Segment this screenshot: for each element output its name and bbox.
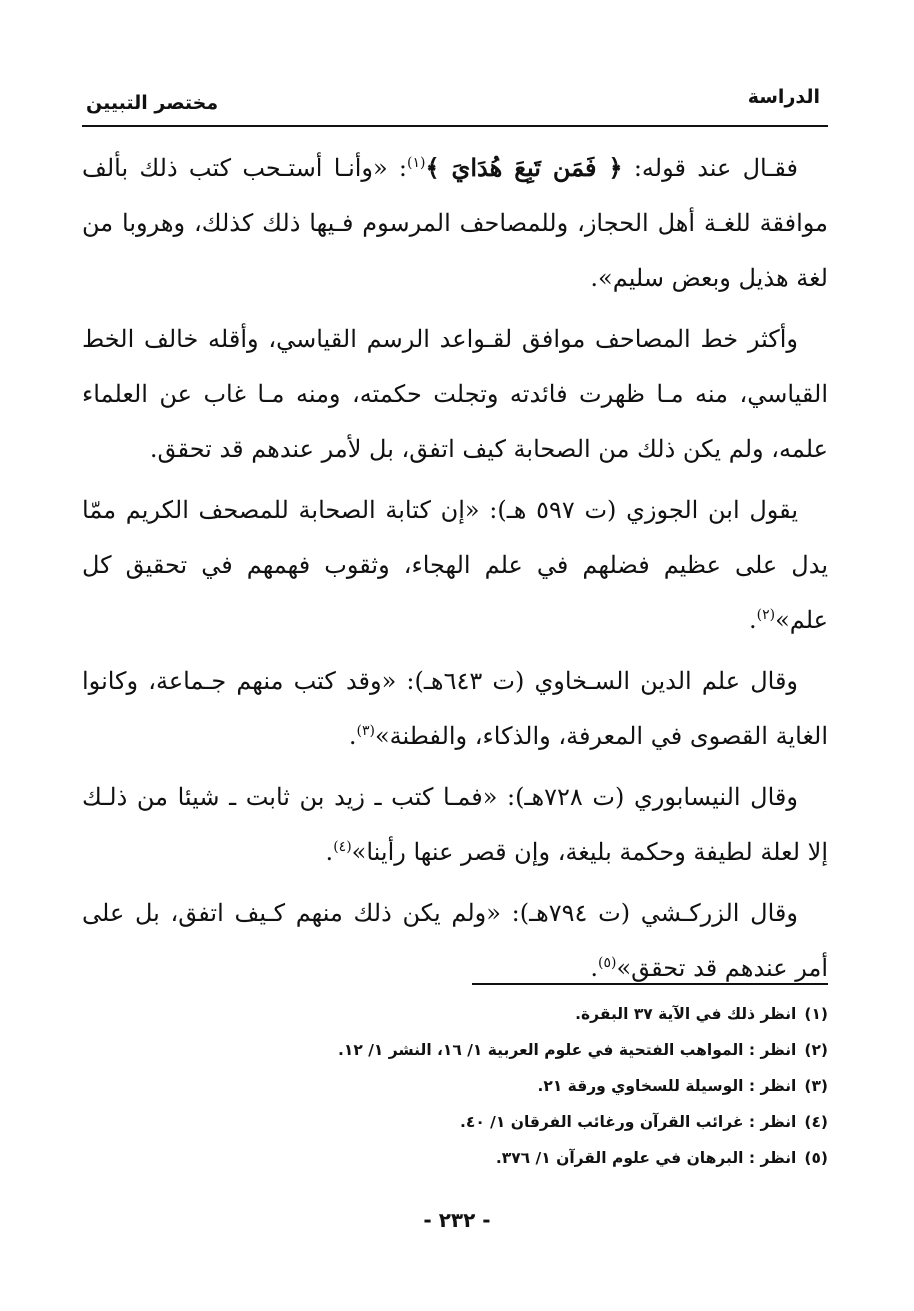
- footnotes: [82, 996, 828, 1176]
- paragraph-1: [82, 140, 828, 306]
- footnote-marker-1[interactable]: (١): [407, 155, 426, 171]
- quran-verse: ﴿ فَمَن تَبِعَ هُدَايَ ﴾: [425, 153, 623, 182]
- footnote-3: [82, 1068, 828, 1104]
- footnote-text: انظر : المواهب الفتحية في علوم العربية ١/ ١٦، النشر ١/ ١٢.: [338, 1041, 797, 1059]
- footnote-5: [82, 1140, 828, 1176]
- footnote-number: (٤): [804, 1113, 828, 1131]
- paragraph-6-end: .: [590, 954, 598, 982]
- footnote-marker-3[interactable]: (٣): [356, 723, 375, 739]
- paragraph-2-text: وأكثر خط المصاحف موافق لقـواعد الرسم القياسي، وأقله خالف الخط القياسي، منه مـا ظهرت فائدته وتجلت حكمته، ومنه مـا غاب عن العلماء علمه، ولم يكن ذلك من الصحابة كيف اتفق، بل لأمر عندهم قد تحقق.: [82, 325, 828, 463]
- footnote-divider: [472, 983, 828, 985]
- footnote-1: [82, 996, 828, 1032]
- paragraph-6-text: وقال الزركـشي (ت ٧٩٤هـ): «ولم يكن ذلك منهم كـيف اتفق، بل على أمر عندهم قد تحقق»: [82, 899, 828, 982]
- footnote-marker-5[interactable]: (٥): [598, 955, 617, 971]
- paragraph-6: [82, 886, 828, 996]
- paragraph-4-end: .: [348, 722, 357, 750]
- chapter-title: الدراسة: [747, 86, 820, 108]
- footnote-text: انظر ذلك في الآية ٣٧ البقرة.: [575, 1005, 797, 1023]
- footnote-text: انظر : البرهان في علوم القرآن ١/ ٣٧٦.: [495, 1149, 797, 1167]
- footnote-text: انظر : غرائب القرآن ورغائب الفرقان ١/ ٤٠.: [459, 1113, 797, 1131]
- paragraph-3: [82, 483, 828, 648]
- footnote-marker-4[interactable]: (٤): [333, 839, 352, 855]
- footnote-number: (١): [804, 1005, 828, 1023]
- paragraph-1-intro: فقـال عند قوله:: [622, 154, 799, 182]
- body-text: [82, 140, 828, 1002]
- book-title: مختصر التبيين: [86, 92, 219, 114]
- paragraph-3-end: .: [748, 606, 757, 634]
- paragraph-2: [82, 312, 828, 477]
- footnote-4: [82, 1104, 828, 1140]
- running-header: [82, 84, 828, 118]
- paragraph-4-text: وقال علم الدين السـخاوي (ت ٦٤٣هـ): «وقد كتب منهم جـماعة، وكانوا الغاية القصوى في المعرفة، والذكاء، والفطنة»: [82, 667, 828, 750]
- footnote-number: (٣): [804, 1077, 828, 1095]
- footnote-number: (٥): [804, 1149, 828, 1167]
- paragraph-5: [82, 770, 828, 880]
- footnote-2: [82, 1032, 828, 1068]
- paragraph-5-text: وقال النيسابوري (ت ٧٢٨هـ): «فمـا كتب ـ زيد بن ثابت ـ شيئا من ذلـك إلا لعلة لطيفة وحكمة بليغة، وإن قصر عنها رأينا»: [82, 783, 828, 866]
- header-divider: [82, 125, 828, 127]
- paragraph-4: [82, 654, 828, 764]
- footnote-marker-2[interactable]: (٢): [756, 607, 776, 623]
- footnote-number: (٢): [804, 1041, 828, 1059]
- page-number: - ٢٣٢ -: [423, 1208, 491, 1232]
- footnote-text: انظر : الوسيلة للسخاوي ورقة ٢١.: [537, 1077, 797, 1095]
- paragraph-1-quote: : «وأنـا أستـحب كتب ذلك بألف موافقة للغـة أهل الحجاز، وللمصاحف المرسوم فـيها ذلك كذلك، وهروبا من لغة هذيل وبعض سليم».: [82, 154, 828, 292]
- paragraph-5-end: .: [325, 838, 334, 866]
- paragraph-3-text: يقول ابن الجوزي (ت ٥٩٧ هـ): «إن كتابة الصحابة للمصحف الكريم ممّا يدل على عظيم فضلهم في علم الهجاء، وثقوب فهمهم في تحقيق كل علم»: [82, 496, 828, 634]
